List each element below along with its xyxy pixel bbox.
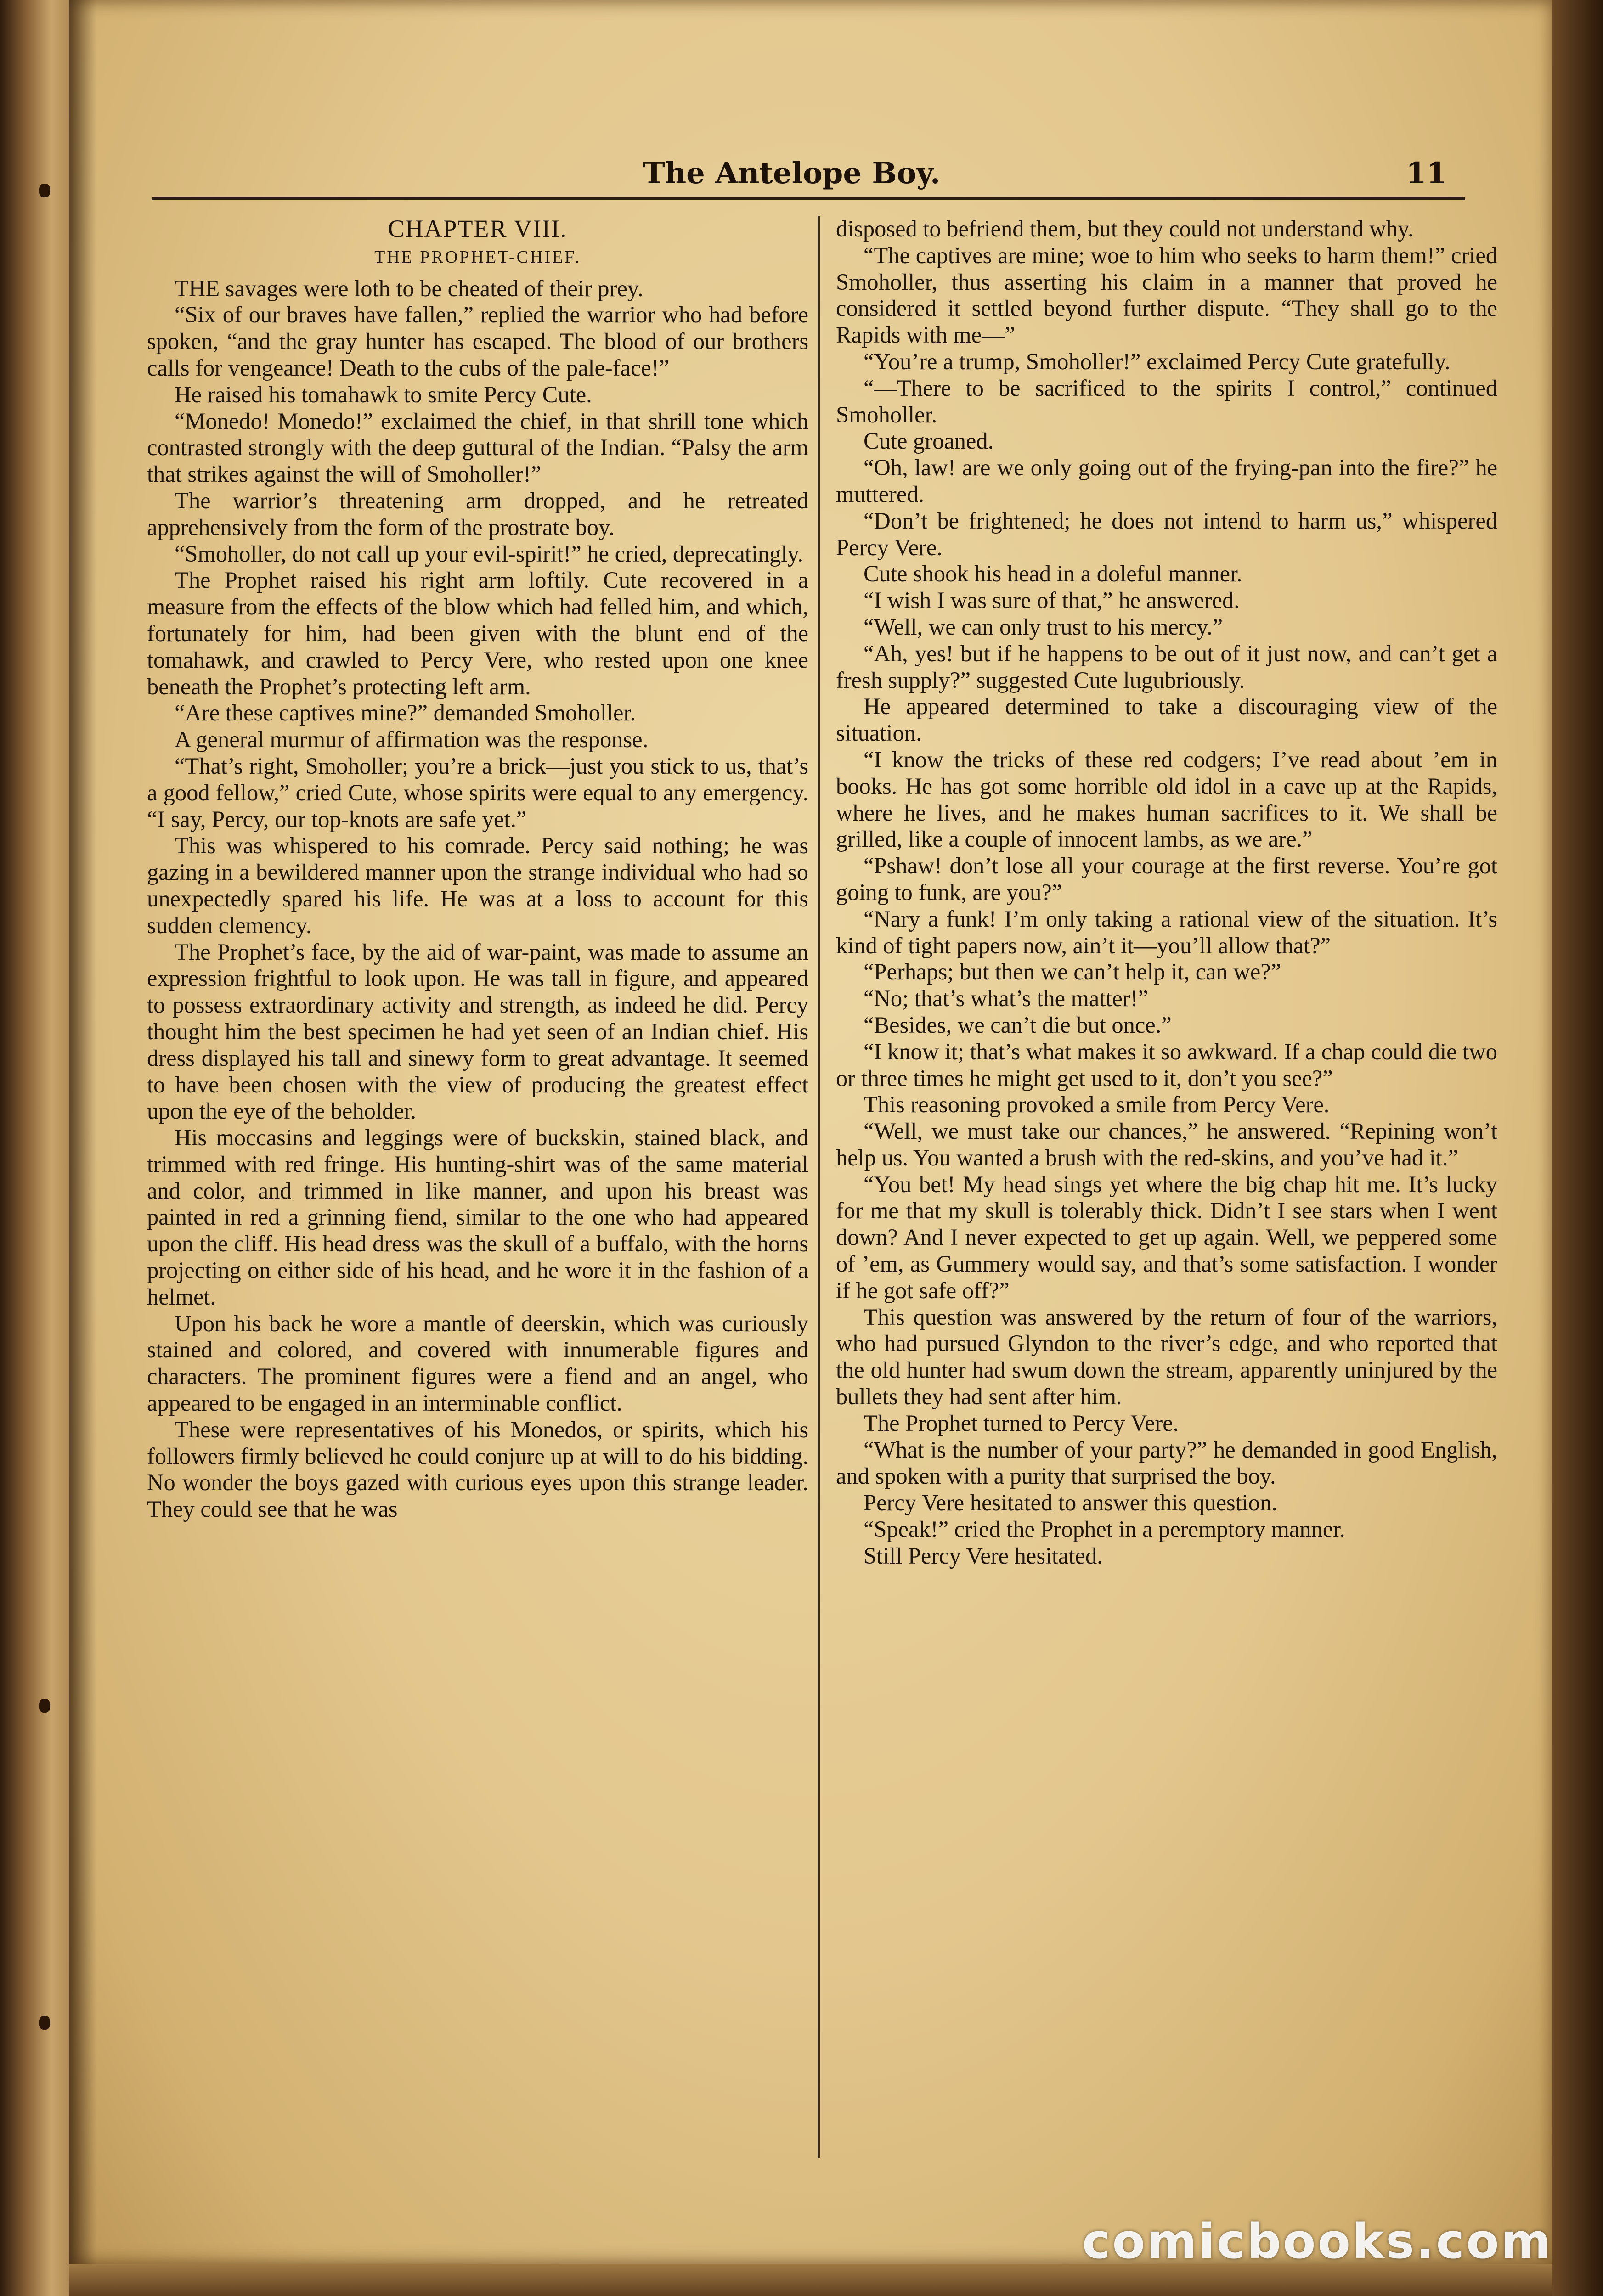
paragraph: “—There to be sacrificed to the spirits I control,” continued Smoholler.	[836, 375, 1497, 428]
paragraph: “No; that’s what’s the matter!”	[864, 985, 1148, 1012]
paragraph: A general murmur of affirmation was the response.	[175, 726, 649, 753]
paragraph: The Prophet’s face, by the aid of war-paint, was made to assume an expression frightful to look upon. He was tall in figure, and appeared to possess extraordinary activity and strength, as indeed he did. Percy thought him the best specimen he had yet seen of an Indian chief. His dress displayed his tall and sinewy form to great advantage. It seemed to have been chosen with the view of producing the greatest effect upon the eye of the beholder.	[147, 939, 808, 1124]
paragraph: Cute groaned.	[864, 428, 994, 454]
paragraph: “That’s right, Smoholler; you’re a brick—just you stick to us, that’s a good fellow,” cried Cute, whose spirits were equal to any emergency. “I say, Percy, our top-knots are safe yet.”	[147, 753, 808, 832]
paragraph: THE savages were loth to be cheated of their prey.	[175, 275, 643, 301]
paragraph: “Don’t be frightened; he does not intend to harm us,” whispered Percy Vere.	[836, 507, 1497, 560]
paragraph: “Well, we can only trust to his mercy.”	[864, 613, 1223, 640]
column-rule	[818, 216, 820, 2158]
paragraph: This question was answered by the return of four of the warriors, who had pursued Glyndon to the river’s edge, and who reported that the old hunter had swum down the stream, apparently uninjured by the bullets they had sent after him.	[836, 1304, 1497, 1410]
paragraph: “Oh, law! are we only going out of the frying-pan into the fire?” he muttered.	[836, 455, 1497, 507]
right-column	[836, 216, 1497, 1570]
paragraph: “Perhaps; but then we can’t help it, can we?”	[864, 959, 1281, 985]
watermark: comicbooks.com	[1082, 2213, 1552, 2269]
paragraph: “I wish I was sure of that,” he answered.	[864, 587, 1240, 613]
paragraph: The Prophet turned to Percy Vere.	[864, 1410, 1179, 1436]
paragraph: These were representatives of his Monedos, or spirits, which his followers firmly believed he could conjure up at will to do his bidding. No wonder the boys gazed with curious eyes upon this strange leader. They could see that he was	[147, 1416, 808, 1522]
paragraph: “You’re a trump, Smoholler!” exclaimed Percy Cute gratefully.	[864, 348, 1451, 374]
paragraph: The warrior’s threatening arm dropped, and he retreated apprehensively from the form of the prostrate boy.	[147, 487, 808, 540]
header-rule	[152, 197, 1465, 200]
left-page-edge	[0, 0, 69, 2296]
chapter-heading: CHAPTER VIII.	[388, 215, 568, 242]
paragraph: “Monedo! Monedo!” exclaimed the chief, in that shrill tone which contrasted strongly with the deep guttural of the Indian. “Palsy the arm that strikes against the will of Smoholler!”	[147, 408, 808, 487]
binding-hole	[39, 2016, 50, 2030]
binding-hole	[39, 1699, 50, 1713]
paragraph: Still Percy Vere hesitated.	[864, 1542, 1103, 1569]
paragraph: “Pshaw! don’t lose all your courage at the first reverse. You’re got going to funk, are you?”	[836, 853, 1497, 905]
paragraph: “I know it; that’s what makes it so awkward. If a chap could die two or three times he might get used to it, don’t you see?”	[836, 1038, 1497, 1091]
paragraph: “The captives are mine; woe to him who seeks to harm them!” cried Smoholler, thus asserting his claim in a manner that proved he considered it settled beyond further dispute. “They shall go to the Rapids with me—”	[836, 242, 1497, 348]
paragraph: “Ah, yes! but if he happens to be out of it just now, and can’t get a fresh supply?” suggested Cute lugubriously.	[836, 640, 1497, 693]
paragraph: “Well, we must take our chances,” he answered. “Repining won’t help us. You wanted a brush with the red-skins, and you’ve had it.”	[836, 1118, 1497, 1171]
running-title: The Antelope Boy.	[643, 156, 941, 191]
paragraph: This was whispered to his comrade. Percy said nothing; he was gazing in a bewildered manner upon the strange individual who had so unexpectedly spared his life. He was at a loss to account for this sudden clemency.	[147, 833, 808, 938]
paragraph: “Are these captives mine?” demanded Smoholler.	[175, 700, 636, 726]
left-column	[147, 216, 808, 1523]
paragraph: disposed to befriend them, but they could not understand why.	[836, 216, 1414, 242]
paragraph: He raised his tomahawk to smite Percy Cute.	[175, 381, 592, 407]
paragraph: This reasoning provoked a smile from Percy Vere.	[864, 1092, 1330, 1118]
paragraph: “You bet! My head sings yet where the big chap hit me. It’s lucky for me that my skull is tolerably thick. Didn’t I see stars when I went down? And I never expected to get up again. Well, we peppered some of ’em, as Gummery would say, and that’s some satisfaction. I wonder if he got safe off?”	[836, 1171, 1497, 1303]
paragraph: The Prophet raised his right arm loftily. Cute recovered in a measure from the effects of the blow which had felled him, and which, fortunately for him, had been given with the blunt end of the tomahawk, and crawled to Percy Vere, who rested upon one knee beneath the Prophet’s protecting left arm.	[147, 567, 808, 699]
paragraph: “Nary a funk! I’m only taking a rational view of the situation. It’s kind of tight papers now, ain’t it—you’ll allow that?”	[836, 906, 1497, 958]
paragraph: He appeared determined to take a discouraging view of the situation.	[836, 693, 1497, 746]
running-head	[643, 147, 1447, 197]
paragraph: “What is the number of your party?” he demanded in good English, and spoken with a purity that surprised the boy.	[836, 1436, 1497, 1489]
paragraph: His moccasins and leggings were of buckskin, stained black, and trimmed with red fringe. His hunting-shirt was of the same material and color, and trimmed in like manner, and upon his breast was painted in red a grinning fiend, similar to the one who had appeared upon the cliff. His head dress was the skull of a buffalo, with the horns projecting on either side of his head, and he wore it in the fashion of a helmet.	[147, 1125, 808, 1310]
paragraph: Upon his back he wore a mantle of deerskin, which was curiously stained and colored, and covered with innumerable figures and characters. The prominent figures were a fiend and an angel, who appeared to be engaged in an interminable conflict.	[147, 1310, 808, 1416]
paragraph: Percy Vere hesitated to answer this question.	[864, 1490, 1277, 1516]
paragraph: “Smoholler, do not call up your evil-spirit!” he cried, deprecatingly.	[175, 540, 803, 567]
paragraph: “Besides, we can’t die but once.”	[864, 1012, 1172, 1038]
paragraph: “I know the tricks of these red codgers; I’ve read about ’em in books. He has got some horrible old idol in a cave up at the Rapids, where he lives, and he makes human sacrifices to it. We shall be grilled, like a couple of innocent lambs, as we are.”	[836, 746, 1497, 852]
binding-hole	[39, 184, 50, 197]
chapter-subheading: THE PROPHET-CHIEF.	[374, 247, 581, 267]
gutter-shadow	[69, 0, 96, 2264]
paragraph: Cute shook his head in a doleful manner.	[864, 561, 1242, 587]
right-edge	[1552, 0, 1603, 2296]
page-number: 11	[1405, 156, 1447, 191]
paragraph: “Six of our braves have fallen,” replied the warrior who had before spoken, “and the gray hunter has escaped. The blood of our brothers calls for vengeance! Death to the cubs of the pale-face!”	[147, 302, 808, 381]
paragraph: “Speak!” cried the Prophet in a peremptory manner.	[864, 1516, 1345, 1542]
